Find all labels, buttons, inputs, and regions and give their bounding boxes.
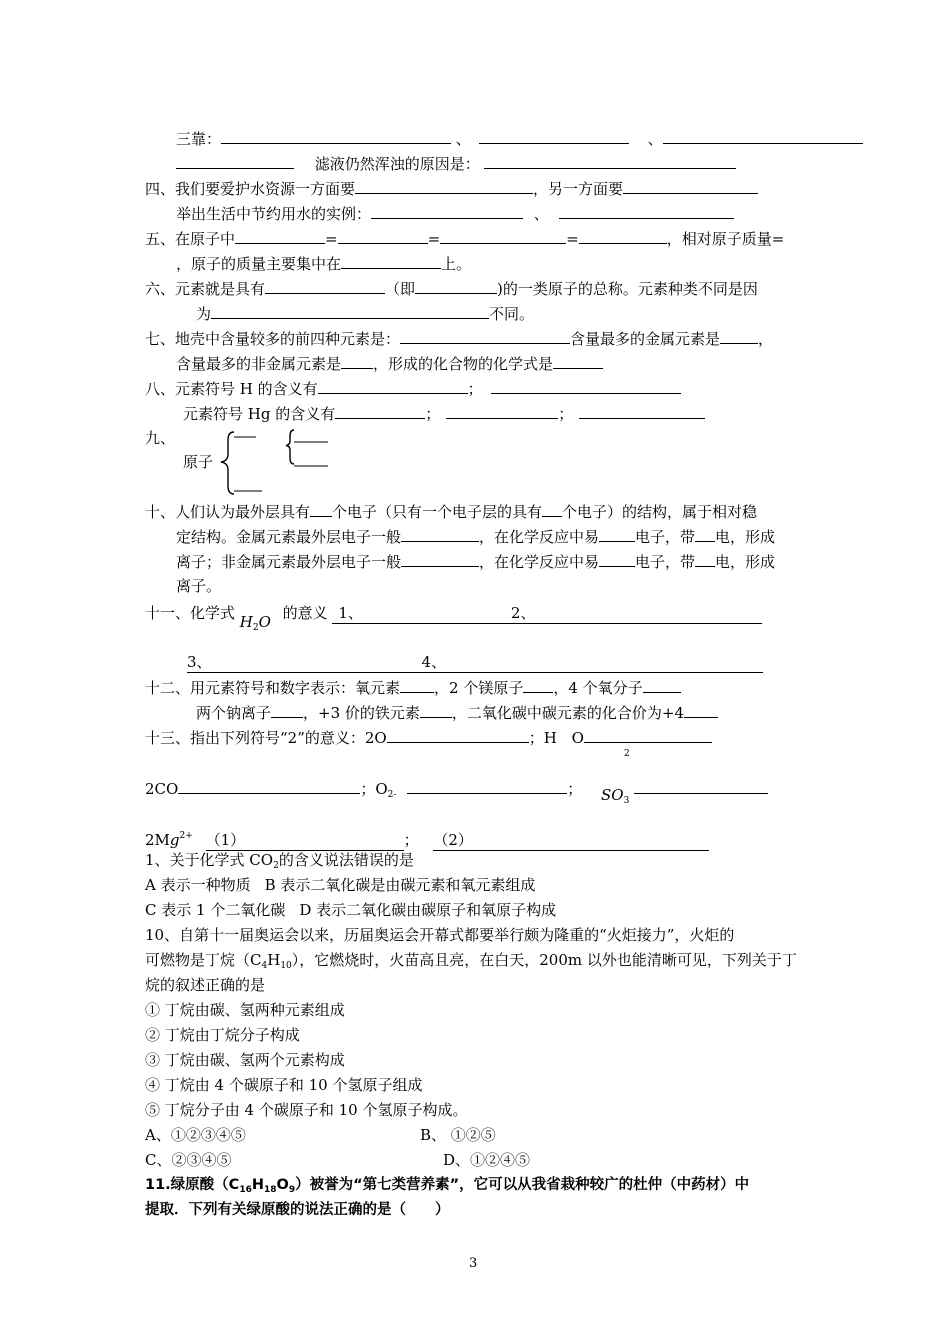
line-q11-stem: 提取．下列有关绿原酸的说法正确的是（ ） [145,1202,450,1218]
blank[interactable] [634,778,768,794]
blank[interactable]: （1） [206,830,404,851]
blank[interactable] [643,677,681,693]
blank[interactable] [407,778,567,794]
statement-2: ② 丁烷由丁烷分子构成 [145,1026,300,1044]
blank[interactable] [553,353,603,369]
blank[interactable] [341,353,373,369]
blank[interactable] [584,727,712,743]
blank[interactable] [211,303,489,319]
blank[interactable] [341,253,441,269]
blank[interactable] [221,128,451,144]
blank[interactable] [479,128,629,144]
blank[interactable]: 1、 2、 [332,603,762,624]
blank[interactable] [559,203,734,219]
option-c[interactable]: C、②③④⑤ [145,1151,232,1169]
blank[interactable] [599,551,635,567]
blank[interactable] [318,378,468,394]
option-d[interactable]: D、①②④⑤ [443,1151,531,1169]
blank[interactable]: 3、 4、 [187,652,763,673]
blank[interactable] [400,677,434,693]
blank[interactable] [484,153,736,169]
line-q10-stable: 十、人们认为最外层具有 个电子（只有一个电子层的具有 个电子）的结构，属于相对稳 [145,503,758,521]
line-q13-mg: $2Mg^{2+}$ （1） ； （2） [145,826,709,846]
line-q1-cd: C 表示 1 个二氧化碳 D 表示二氧化碳由碳原子和氧原子构成 [145,901,557,919]
line-q10-stem: 烷的叙述正确的是 [145,976,266,994]
line-q11-chlorogenic: 11.绿原酸$(C_{16}H_{18}O_9)$被誉为“第七类营养素”，它可以从我省栽种较广的杜仲（中药材）中 [145,1177,750,1195]
blank[interactable] [355,178,533,194]
blank[interactable] [491,378,681,394]
blank[interactable] [440,228,566,244]
blank[interactable] [387,727,529,743]
line-q6-element: 六、元素就是具有 （即 )的一类原子的总称。元素种类不同是因 [145,280,758,298]
line-q13-2co: 2CO ；$O_{2-}$ ； $SO_3$ [145,778,768,798]
blank[interactable] [599,526,635,542]
blank[interactable] [415,278,497,294]
line-q10-torch: 10、自第十一届奥运会以来，历届奥运会开幕式都要举行颇为隆重的“火炬接力”，火炬的 [145,926,735,944]
formula-h2o: $H_2O$ [239,613,271,633]
line-q1-ab: A 表示一种物质 B 表示二氧化碳是由碳元素和氧元素组成 [145,876,536,894]
blank[interactable] [579,228,667,244]
atom-structure-brace-diagram [218,428,338,498]
line-q7-crust: 七、地壳中含量较多的前四种元素是： 含量最多的金属元素是 ， [145,330,774,348]
blank[interactable] [400,328,570,344]
blank[interactable] [401,526,479,542]
line-q8-hg: 元素符号 Hg 的含义有 ； ； [183,403,705,423]
page-number: 3 [469,1256,478,1271]
blank[interactable] [265,278,385,294]
line-q1-co2: 1、关于化学式 $CO_2$的含义说法错误的是 [145,851,414,871]
blank[interactable] [695,551,715,567]
option-b[interactable]: B、 ①②⑤ [420,1126,496,1144]
blank[interactable] [420,702,452,718]
line-q7-nonmetal: 含量最多的非金属元素是 ，形成的化合物的化学式是 [176,353,603,373]
line-q13-meaning: 十三、指出下列符号“2”的意义：2O ；H O [145,727,712,747]
blank[interactable] [542,501,562,517]
line-q12-symbols: 十二、用元素符号和数字表示：氧元素 ，2 个镁原子 ，4 个氧分子 [145,677,681,697]
statement-1: ① 丁烷由碳、氢两种元素组成 [145,1001,345,1019]
line-q11-34 [187,652,763,672]
blank[interactable] [176,153,294,169]
blank[interactable] [446,403,558,419]
line-filtrate: 滤液仍然浑浊的原因是： [176,153,736,173]
blank[interactable] [684,702,718,718]
line-three-rely: 三靠： 、 、 [176,128,863,148]
line-q12-ions: 两个钠离子 ，+3 价的铁元素 ，二氧化碳中碳元素的化合价为+4 [196,702,718,722]
line-q8-h: 八、元素符号 H 的含义有 ； [145,378,681,398]
blank[interactable]: （2） [433,830,709,851]
blank[interactable] [401,551,479,567]
line-q6-because: 为 不同。 [196,305,535,323]
blank[interactable] [271,702,303,718]
blank[interactable] [720,328,758,344]
blank[interactable] [310,501,332,517]
blank[interactable] [235,228,325,244]
line-q9: 九、 [145,429,176,447]
blank[interactable] [623,178,758,194]
line-q10-nonmetal: 离子；非金属元素最外层电子一般 ，在化学反应中易 电子，带 电，形成 [176,553,776,571]
statement-3: ③ 丁烷由碳、氢两个元素构成 [145,1051,345,1069]
blank[interactable] [335,403,425,419]
blank[interactable] [178,778,360,794]
line-q4-examples: 举出生活中节约用水的实例： 、 [176,203,734,223]
blank[interactable] [695,526,715,542]
blank[interactable] [371,203,523,219]
statement-5: ⑤ 丁烷分子由 4 个碳原子和 10 个氢原子构成。 [145,1101,468,1119]
formula-so3: $SO_3$ [601,786,630,806]
h2o-subscript: 2 [624,749,630,759]
line-q10-ion: 离子。 [176,577,222,595]
line-q5-mass: ，原子的质量主要集中在 上。 [176,255,472,273]
statement-4: ④ 丁烷由 4 个碳原子和 10 个氢原子组成 [145,1076,423,1094]
blank[interactable] [663,128,863,144]
blank[interactable] [579,403,705,419]
line-q10-metal: 定结构。金属元素最外层电子一般 ，在化学反应中易 电子，带 电，形成 [176,528,776,546]
line-q5-atom: 五、在原子中 = = = ，相对原子质量= [145,230,785,248]
option-a[interactable]: A、①②③④⑤ [145,1126,246,1144]
line-q9-atom: 原子 [183,453,214,471]
blank[interactable] [523,677,553,693]
line-q4-water: 四、我们要爱护水资源一方面要 ，另一方面要 [145,178,758,198]
line-q10-butane: 可燃物是丁烷$(C_4H_{10})$，它燃烧时，火苗高且亮，在白天，200m 以外也能清晰可见，下列关于丁 [145,951,797,971]
line-q11-formula: 十一、化学式 $H_2O$ 的意义 1、 2、 [145,603,762,623]
blank[interactable] [338,228,428,244]
